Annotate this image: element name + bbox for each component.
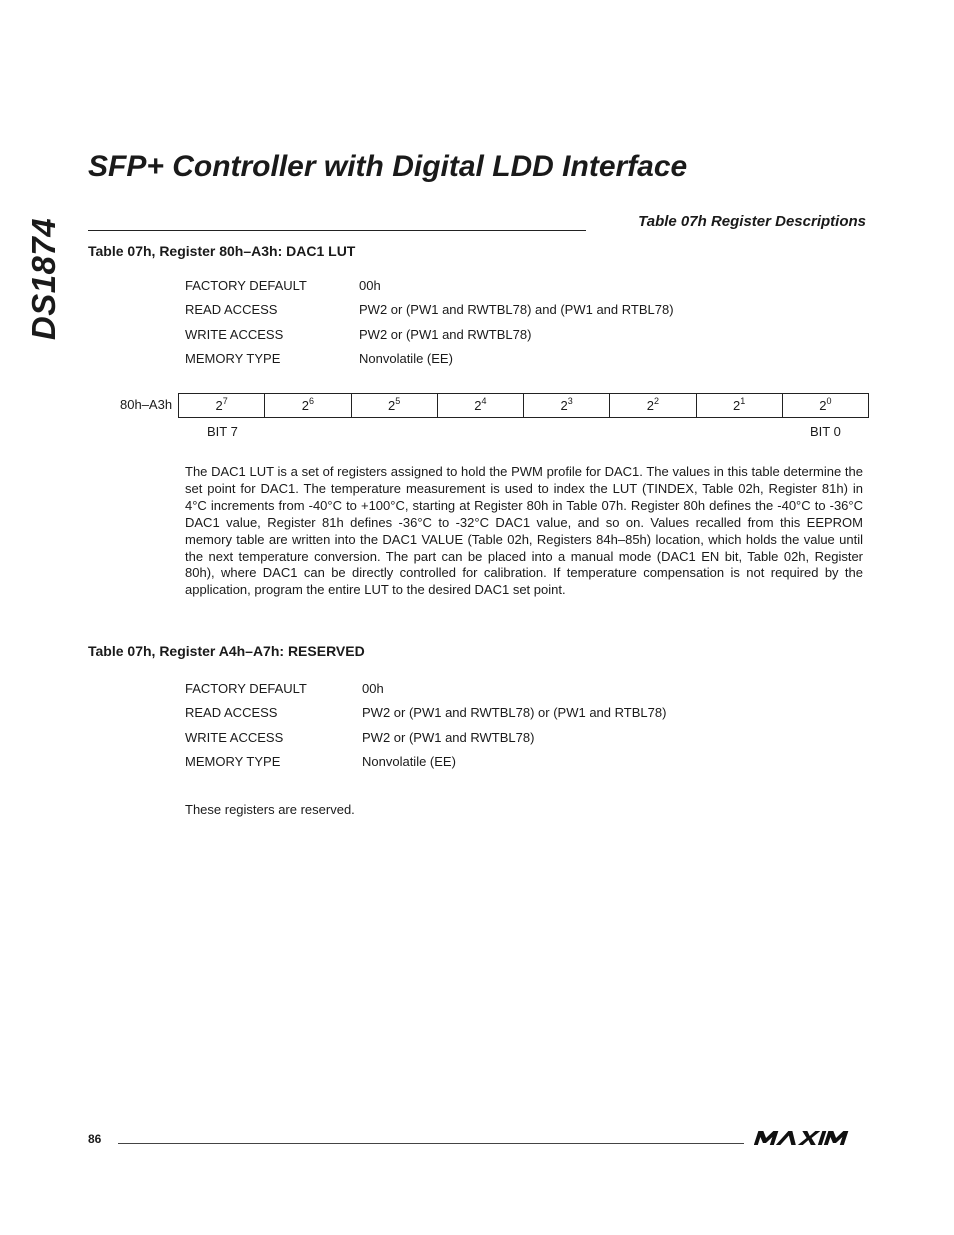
bit-weight-exponent: 3 xyxy=(567,396,573,406)
side-part-number xyxy=(22,214,66,344)
property-label: FACTORY DEFAULT xyxy=(185,681,307,696)
document-title: SFP+ Controller with Digital LDD Interface xyxy=(88,150,688,183)
page-number: 86 xyxy=(88,1132,102,1146)
property-value: PW2 or (PW1 and RWTBL78) xyxy=(359,326,532,342)
property-value: 00h xyxy=(359,278,381,293)
bit-weight-exponent: 2 xyxy=(653,396,659,406)
property-row xyxy=(185,279,674,303)
property-value: PW2 or (PW1 and RWTBL78) and (PW1 and RTBL78) xyxy=(359,302,674,318)
maxim-logo-icon xyxy=(754,1129,864,1145)
property-row xyxy=(185,328,674,352)
bit-weight-exponent: 5 xyxy=(395,396,401,406)
bit-7-label: BIT 7 xyxy=(207,424,238,439)
bit-weight-base: 2 xyxy=(388,398,396,413)
register-a4h-a7h-properties xyxy=(185,682,666,780)
bit-weight-base: 2 xyxy=(646,398,654,413)
bit-weight-exponent: 6 xyxy=(308,396,314,406)
bit-cell xyxy=(783,394,868,417)
bit-weight-exponent: 1 xyxy=(740,396,746,406)
property-value: PW2 or (PW1 and RWTBL78) or (PW1 and RTBL78) xyxy=(362,705,667,721)
bit-cell xyxy=(438,394,524,417)
reserved-note: These registers are reserved. xyxy=(185,802,355,817)
property-row xyxy=(185,303,674,327)
bit-map-address-label: 80h–A3h xyxy=(120,397,173,412)
bit-weight-exponent: 7 xyxy=(222,396,228,406)
bit-weight-base: 2 xyxy=(560,398,568,413)
bit-cell xyxy=(352,394,438,417)
property-row xyxy=(185,755,666,779)
property-value: Nonvolatile (EE) xyxy=(362,754,456,770)
bit-weight-exponent: 4 xyxy=(481,396,487,406)
property-label: READ ACCESS xyxy=(185,705,278,721)
register-80h-a3h-description: The DAC1 LUT is a set of registers assigned to hold the PWM profile for DAC1. The values in this table determine the set point for DAC1. The temperature measurement is used to index the LUT (TINDEX, Table 02h, Register 81h) in 4°C increments from -40°C to +100°C, starting at Register 80h in Table 07h. Register 80h defines the -40°C to -36°C DAC1 value, Register 81h defines -36°C to -32°C DAC1 value, and so on. Values recalled from this EEPROM memory table are written into the DAC1 VALUE (Table 02h, Registers 84h–85h) location, which holds the value until the next temperature conversion. The part can be placed into a manual mode (DAC1 EN bit, Table 02h, Register 80h), where DAC1 can be directly controlled for calibration. If temperature compensation is not required by the application, program the entire LUT to the desired DAC1 set point. xyxy=(185,464,863,598)
bit-weight-base: 2 xyxy=(819,398,827,413)
bit-weight-base: 2 xyxy=(733,398,741,413)
section-title-rule xyxy=(88,230,586,231)
property-row xyxy=(185,731,666,755)
bit-weight-base: 2 xyxy=(215,398,223,413)
property-label: MEMORY TYPE xyxy=(185,351,281,367)
footer-rule xyxy=(118,1143,744,1144)
register-80h-a3h-properties xyxy=(185,279,674,377)
bit-cell xyxy=(610,394,696,417)
property-value: 00h xyxy=(362,681,384,696)
register-a4h-a7h-heading: Table 07h, Register A4h–A7h: RESERVED xyxy=(88,643,365,659)
property-value: PW2 or (PW1 and RWTBL78) xyxy=(362,729,535,745)
property-row xyxy=(185,352,674,376)
bit-cell xyxy=(697,394,783,417)
property-row xyxy=(185,682,666,706)
bit-cell xyxy=(265,394,351,417)
register-80h-a3h-heading: Table 07h, Register 80h–A3h: DAC1 LUT xyxy=(88,243,356,259)
bit-cell xyxy=(524,394,610,417)
property-label: WRITE ACCESS xyxy=(185,729,284,745)
property-label: MEMORY TYPE xyxy=(185,754,281,770)
side-part-number-text: DS1874 xyxy=(25,217,62,341)
section-title: Table 07h Register Descriptions xyxy=(638,213,866,230)
property-value: Nonvolatile (EE) xyxy=(359,351,453,367)
property-row xyxy=(185,706,666,730)
property-label: READ ACCESS xyxy=(185,302,278,318)
bit-cell xyxy=(179,394,265,417)
bit-weight-base: 2 xyxy=(301,398,309,413)
property-label: FACTORY DEFAULT xyxy=(185,278,307,293)
bit-0-label: BIT 0 xyxy=(810,424,841,439)
bit-weight-base: 2 xyxy=(474,398,482,413)
property-label: WRITE ACCESS xyxy=(185,326,284,342)
bit-weight-exponent: 0 xyxy=(826,396,832,406)
bit-map-table xyxy=(178,393,869,418)
